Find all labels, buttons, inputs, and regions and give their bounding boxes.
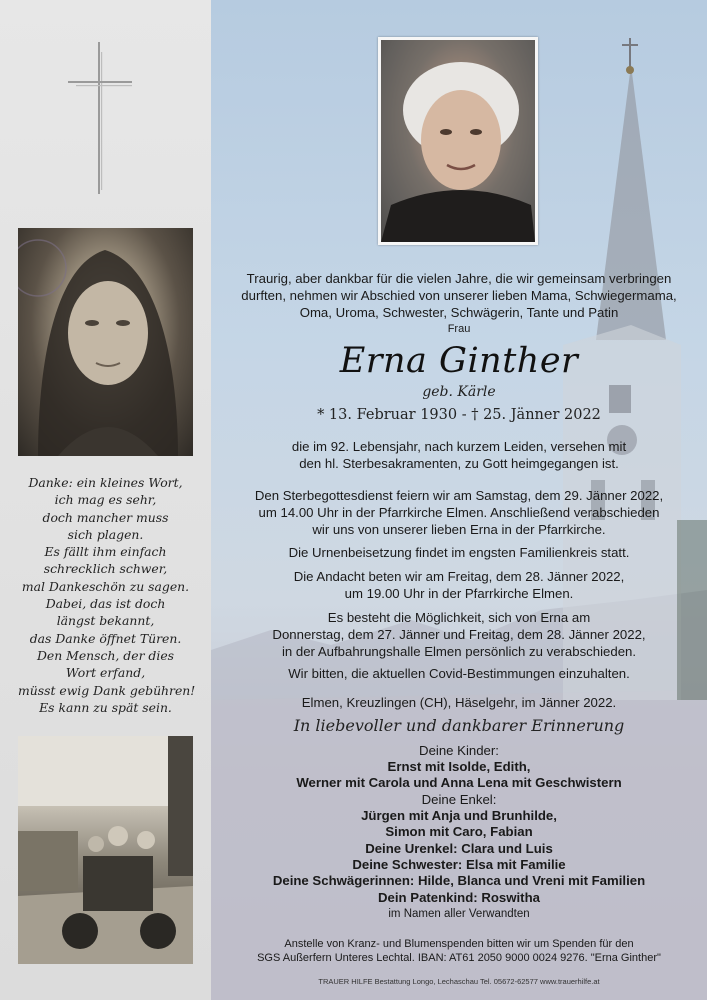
poem-line: Danke: ein kleines Wort, bbox=[28, 475, 183, 490]
poem-line: Es fällt ihm einfach bbox=[44, 544, 167, 560]
poem-line: Den Mensch, der dies bbox=[36, 647, 175, 663]
family-line: Deine Schwester: Elsa mit Familie bbox=[352, 857, 566, 872]
maiden-name: geb. Kärle bbox=[422, 384, 496, 400]
places-line: Elmen, Kreuzlingen (CH), Häselgehr, im Jänner 2022. bbox=[301, 695, 617, 710]
poem-line: ich mag es sehr, bbox=[54, 492, 157, 508]
intro-line: Traurig, aber dankbar für die vielen Jahre, die wir gemeinsam verbringen bbox=[246, 271, 672, 286]
donation-line: SGS Außerfern Unteres Lechtal. IBAN: AT61 2050 9000 0024 9276. "Erna Ginther" bbox=[257, 952, 661, 964]
prayer-line: um 19.00 Uhr in der Pfarrkirche Elmen. bbox=[344, 586, 574, 601]
donation-line: Anstelle von Kranz- und Blumenspenden bitten wir um Spenden für den bbox=[284, 938, 634, 950]
farewell-line: Donnerstag, dem 27. Jänner und Freitag, dem 28. Jänner 2022, bbox=[272, 627, 646, 642]
family-line: Deine Urenkel: Clara und Luis bbox=[365, 841, 553, 856]
portrait-young-photo bbox=[18, 228, 193, 456]
life-dates: * 13. Februar 1930 - † 25. Jänner 2022 bbox=[317, 407, 601, 423]
age-line: die im 92. Lebensjahr, nach kurzem Leiden, versehen mit bbox=[291, 439, 627, 454]
age-line: den hl. Sterbesakramenten, zu Gott heimgegangen ist. bbox=[299, 456, 619, 471]
memory-line: In liebevoller und dankbarer Erinnerung bbox=[293, 716, 625, 735]
prayer-line: Die Andacht beten wir am Freitag, dem 28. Jänner 2022, bbox=[293, 569, 625, 584]
family-line: Jürgen mit Anja und Brunhilde, bbox=[361, 808, 557, 823]
funeral-line: Den Sterbegottesdienst feiern wir am Samstag, dem 29. Jänner 2022, bbox=[254, 488, 664, 503]
family-line: Dein Patenkind: Roswitha bbox=[378, 890, 540, 905]
family-line: Deine Kinder: bbox=[419, 743, 499, 758]
poem-line: mal Dankeschön zu sagen. bbox=[21, 578, 190, 594]
family-line: im Namen aller Verwandten bbox=[388, 908, 530, 920]
undertaker-credits: TRAUER HILFE Bestattung Longo, Lechaschau Tel. 05672-62577 www.trauerhilfe.at bbox=[318, 977, 600, 986]
poem-line: müsst ewig Dank gebühren! bbox=[18, 682, 196, 698]
poem-line: längst bekannt, bbox=[56, 613, 155, 629]
poem bbox=[18, 474, 196, 716]
urn-line: Die Urnenbeisetzung findet im engsten Familienkreis statt. bbox=[288, 545, 630, 560]
funeral-line: wir uns von unserer lieben Erna in der Pfarrkirche. bbox=[312, 522, 606, 537]
deceased-name: Erna Ginther bbox=[339, 341, 579, 381]
poem-line: das Danke öffnet Türen. bbox=[29, 630, 182, 646]
poem-line: Es kann zu spät sein. bbox=[39, 699, 172, 715]
farewell-line: Es besteht die Möglichkeit, sich von Erna am bbox=[327, 610, 591, 625]
salutation: Frau bbox=[447, 323, 471, 335]
family-line: Deine Schwägerinnen: Hilde, Blanca und Vreni mit Familien bbox=[272, 873, 646, 888]
sidebar bbox=[0, 0, 211, 1000]
cross-icon bbox=[64, 38, 136, 198]
farewell-line: in der Aufbahrungshalle Elmen persönlich zu verabschieden. bbox=[281, 644, 637, 659]
family-line: Ernst mit Isolde, Edith, bbox=[387, 759, 531, 774]
family-line: Deine Enkel: bbox=[421, 792, 497, 807]
family-line: Werner mit Carola und Anna Lena mit Geschwistern bbox=[296, 775, 622, 790]
poem-line: Wort erfand, bbox=[65, 665, 146, 681]
tractor-photo bbox=[18, 736, 193, 964]
poem-line: doch mancher muss bbox=[42, 509, 169, 525]
poem-line: sich plagen. bbox=[67, 526, 144, 542]
funeral-line: um 14.00 Uhr in der Pfarrkirche Elmen. Anschließend verabschieden bbox=[258, 505, 660, 520]
intro-line: durften, nehmen wir Abschied von unserer lieben Mama, Schwiegermama, bbox=[241, 288, 677, 303]
poem-line: Dabei, das ist doch bbox=[45, 596, 166, 612]
poem-line: schrecklich schwer, bbox=[43, 561, 168, 577]
portrait-photo bbox=[378, 37, 538, 245]
covid-line: Wir bitten, die aktuellen Covid-Bestimmungen einzuhalten. bbox=[288, 666, 630, 681]
intro-line: Oma, Uroma, Schwester, Schwägerin, Tante und Patin bbox=[299, 305, 619, 320]
family-line: Simon mit Caro, Fabian bbox=[385, 824, 533, 839]
